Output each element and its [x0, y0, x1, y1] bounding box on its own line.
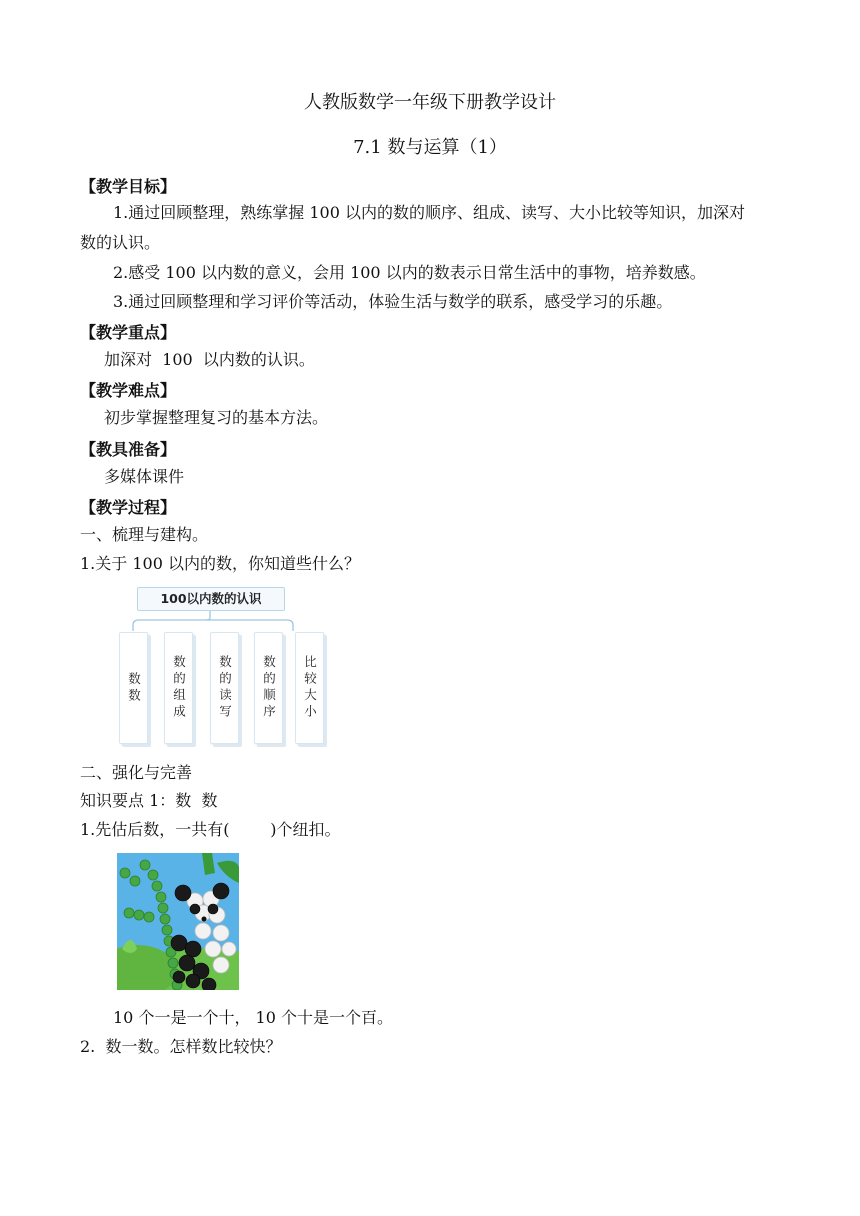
tools-heading: 【教具准备】: [80, 440, 177, 459]
key-heading: 【教学重点】: [80, 323, 177, 342]
goals-heading: 【教学目标】: [80, 177, 177, 196]
card-label: 数数: [126, 671, 142, 705]
key-text: 加深对 100 以内数的认识。: [104, 350, 315, 369]
difficulty-text: 初步掌握整理复习的基本方法。: [104, 408, 329, 427]
difficulty-heading: 【教学难点】: [80, 381, 177, 400]
knowledge-point-1: 知识要点 1：数 数: [80, 791, 218, 810]
process-heading: 【教学过程】: [80, 498, 177, 517]
goal-1-line-2: 数的认识。: [80, 233, 161, 252]
task-2: 2. 数一数。怎样数比较快？: [80, 1037, 282, 1056]
card-label: 数的组成: [171, 655, 187, 721]
diagram-bracket: [115, 585, 335, 635]
question-1: 1.关于 100 以内的数，你知道些什么？: [80, 554, 360, 573]
diagram-card-order: [254, 632, 283, 744]
goal-3: 3.通过回顾整理和学习评价等活动，体验生活与数学的联系，感受学习的乐趣。: [113, 292, 673, 311]
diagram-card-reading-writing: [210, 632, 239, 744]
part-1-heading: 一、梳理与建构。: [80, 525, 209, 544]
panda-button-art-image: [117, 853, 239, 990]
concept-diagram: [115, 585, 335, 750]
document-subtitle: 7.1 数与运算（1）: [353, 137, 507, 158]
tools-text: 多媒体课件: [104, 467, 185, 486]
document-title: 人教版数学一年级下册教学设计: [304, 92, 556, 113]
goal-1-line-1: 1.通过回顾整理，熟练掌握 100 以内的数的顺序、组成、读写、大小比较等知识，加深对: [113, 203, 745, 222]
diagram-card-composition: [164, 632, 193, 744]
part-2-heading: 二、强化与完善: [80, 763, 193, 782]
card-label: 数的读写: [217, 655, 233, 721]
card-label: 比较大小: [302, 655, 318, 721]
diagram-card-comparison: [295, 632, 324, 744]
place-value-note: 10 个一是一个十， 10 个十是一个百。: [113, 1008, 393, 1027]
card-label: 数的顺序: [261, 655, 277, 721]
diagram-card-counting: [119, 632, 148, 744]
task-1: 1.先估后数，一共有( )个纽扣。: [80, 820, 341, 839]
diagram-title: 100以内数的认识: [137, 587, 285, 611]
goal-2: 2.感受 100 以内数的意义，会用 100 以内的数表示日常生活中的事物，培养数感。: [113, 263, 706, 282]
